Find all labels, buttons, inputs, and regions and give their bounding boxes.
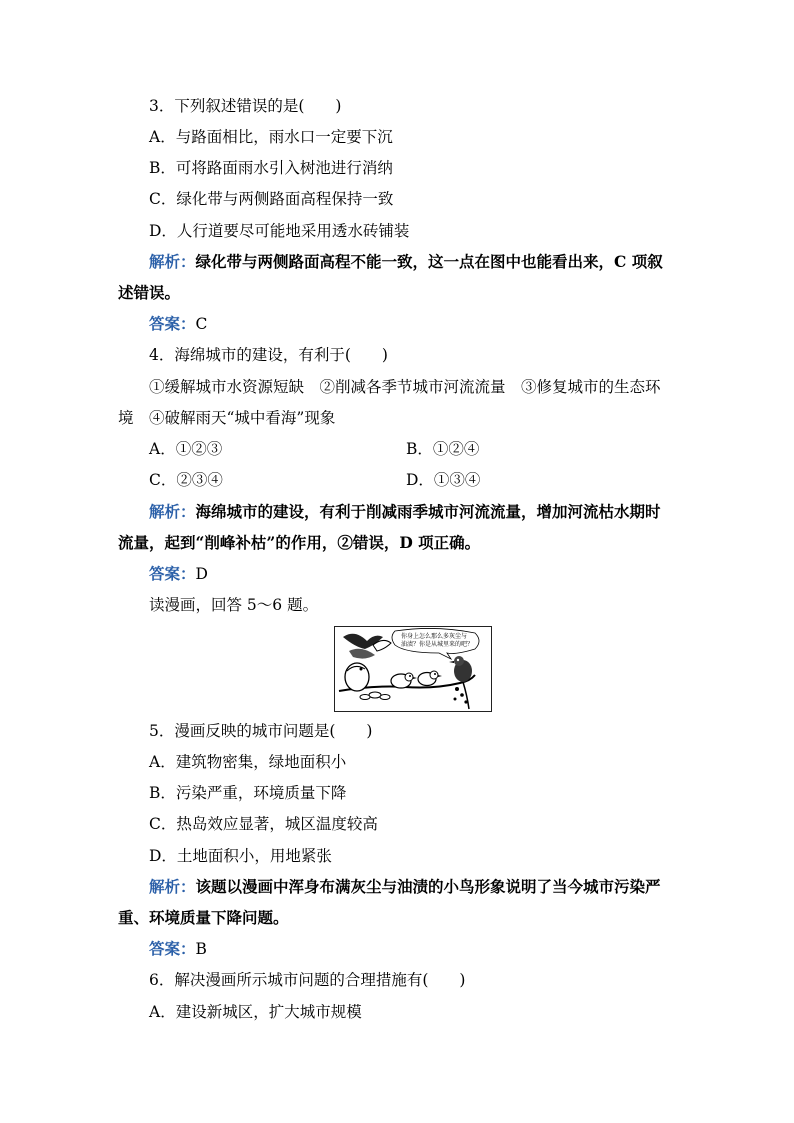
cartoon-intro: 读漫画，回答 5～6 题。 bbox=[149, 596, 319, 614]
q3-analysis-text-2: 述错误。 bbox=[118, 283, 181, 302]
q5-analysis-text-1: 该题以漫画中浑身布满灰尘与油渍的小鸟形象说明了当今城市污染严 bbox=[195, 877, 661, 896]
q4-options-row-1 bbox=[149, 439, 222, 459]
q4-options-text-2: 境 ④破解雨天“城中看海”现象 bbox=[118, 409, 336, 427]
q3-answer-value: C bbox=[195, 315, 208, 333]
q3-option-a: A．与路面相比，雨水口一定要下沉 bbox=[149, 128, 393, 146]
q4-answer-value: D bbox=[195, 565, 208, 583]
q3-option-b: B．可将路面雨水引入树池进行消纳 bbox=[149, 159, 393, 177]
q5-answer bbox=[149, 939, 207, 959]
q5-option-b: B．污染严重，环境质量下降 bbox=[149, 784, 347, 802]
answer-label: 答案： bbox=[149, 939, 196, 958]
q6-stem: 6．解决漫画所示城市问题的合理措施有( ) bbox=[149, 971, 466, 989]
q3-analysis bbox=[149, 252, 663, 272]
q4-analysis bbox=[149, 502, 661, 522]
answer-label: 答案： bbox=[149, 564, 196, 583]
q5-option-c: C．热岛效应显著，城区温度较高 bbox=[149, 815, 378, 833]
q6-option-a: A．建设新城区，扩大城市规模 bbox=[149, 1003, 362, 1021]
q3-answer bbox=[149, 314, 207, 334]
q5-answer-value: B bbox=[195, 940, 207, 958]
speech-bubble-text-2: 油渍？你是从城里来的吧？ bbox=[401, 641, 474, 648]
cartoon-figure bbox=[334, 626, 492, 712]
speech-bubble-text-1: 你身上怎么那么多灰尘与 bbox=[401, 633, 468, 640]
q4-analysis-text-2: 流量，起到“削峰补枯”的作用，②错误，D 项正确。 bbox=[118, 533, 481, 552]
q4-option-a: A．①②③ bbox=[149, 440, 223, 458]
q3-stem: 3．下列叙述错误的是( ) bbox=[149, 97, 342, 115]
q4-option-b: B．①②④ bbox=[406, 440, 480, 458]
q3-option-c: C．绿化带与两侧路面高程保持一致 bbox=[149, 190, 394, 208]
q4-analysis-text-1: 海绵城市的建设，有利于削减雨季城市河流流量，增加河流枯水期时 bbox=[195, 502, 661, 521]
analysis-label: 解析： bbox=[149, 877, 196, 896]
q5-stem: 5．漫画反映的城市问题是( ) bbox=[149, 722, 373, 740]
q3-option-d: D．人行道要尽可能地采用透水砖铺装 bbox=[149, 222, 410, 240]
q4-options-text-1: ①缓解城市水资源短缺 ②削减各季节城市河流流量 ③修复城市的生态环 bbox=[149, 378, 661, 396]
q4-options-row-2 bbox=[149, 470, 223, 490]
q5-analysis bbox=[149, 877, 661, 897]
analysis-label: 解析： bbox=[149, 502, 196, 521]
answer-label: 答案： bbox=[149, 314, 196, 333]
analysis-label: 解析： bbox=[149, 252, 196, 271]
q3-analysis-text-1: 绿化带与两侧路面高程不能一致，这一点在图中也能看出来，C 项叙 bbox=[195, 252, 663, 271]
q4-stem: 4．海绵城市的建设，有利于( ) bbox=[149, 346, 388, 364]
q4-option-d: D．①③④ bbox=[406, 471, 481, 489]
q5-option-a: A．建筑物密集，绿地面积小 bbox=[149, 753, 347, 771]
q5-option-d: D．土地面积小，用地紧张 bbox=[149, 847, 332, 865]
q4-answer bbox=[149, 564, 208, 584]
q4-option-c: C．②③④ bbox=[149, 471, 223, 489]
q5-analysis-text-2: 重、环境质量下降问题。 bbox=[118, 908, 289, 927]
